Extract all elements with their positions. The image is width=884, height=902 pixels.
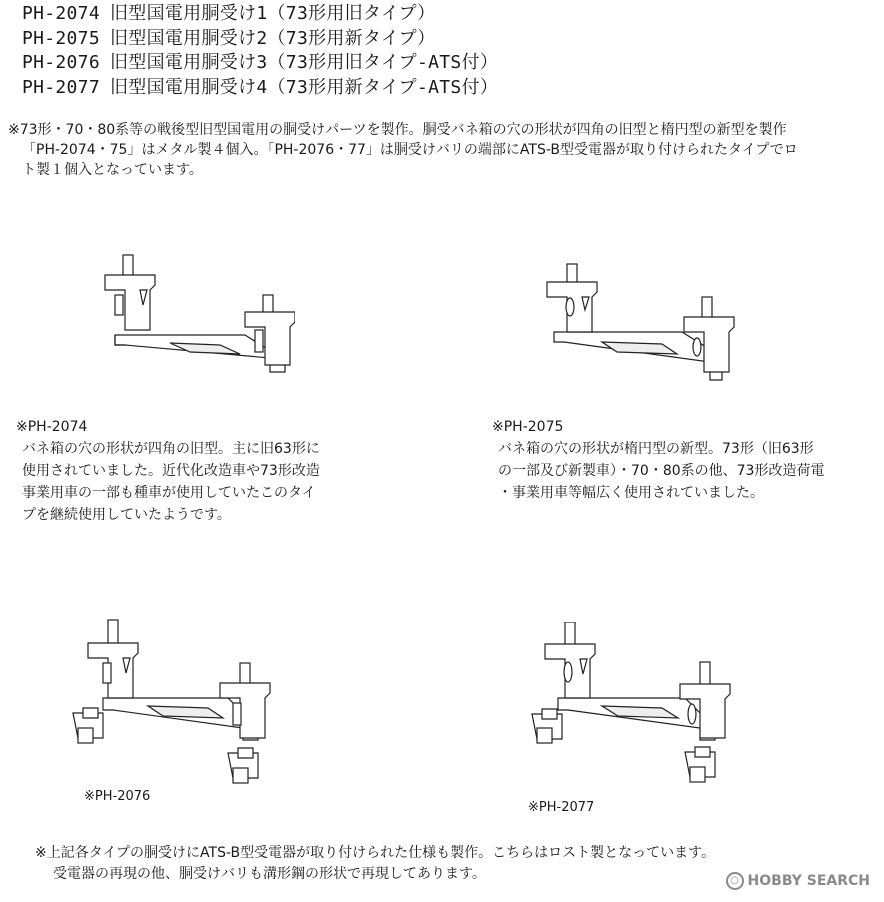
ph2075-drawing <box>542 262 742 397</box>
ph2075-label: ※PH-2075 <box>492 419 564 435</box>
ph2074-caption-line: プを継続使用していたようです。 <box>22 507 231 523</box>
footer-note-line: 受電器の再現の他、胴受けバリも溝形鋼の形状で再現してあります。 <box>53 866 486 882</box>
intro-paragraph <box>8 120 884 180</box>
ph2077-drawing <box>530 622 740 797</box>
ph2074-caption-line: 事業用車の一部も種車が使用していたこのタイ <box>22 485 316 501</box>
product-title: PH-2076 旧型国電用胴受け3（73形用旧タイプ-ATS付） <box>22 52 499 73</box>
ph2075-caption-line: バネ箱の穴の形状が楕円型の新型。73形（旧63形 <box>498 441 814 457</box>
intro-line: ト製１個入となっています。 <box>22 162 203 178</box>
intro-line: 「PH-2074・75」はメタル製４個入。「PH-2076・77」は胴受けバリの端部にATS-B型受電器が取り付けられたタイプでロ <box>22 142 798 158</box>
product-title-list <box>22 2 498 100</box>
product-title: PH-2077 旧型国電用胴受け4（73形用新タイプ-ATS付） <box>22 76 499 98</box>
ph2076-label: ※PH-2076 <box>84 789 151 804</box>
ph2075-caption-line: の一部及び新製車）・70・80系の他、73形改造荷電 <box>498 463 825 479</box>
intro-line: ※73形・70・80系等の戦後型旧型国電用の胴受けパーツを製作。胴受バネ箱の穴の形状が四角の旧型と楕円型の新型を製作 <box>8 122 787 138</box>
footer-note <box>35 843 715 885</box>
product-title: PH-2075 旧型国電用胴受け2（73形用新タイプ） <box>22 27 436 49</box>
logo-mark-icon: ○ <box>726 872 744 890</box>
ph2075-caption-line: ・事業用車等幅広く使用されていました。 <box>498 485 764 501</box>
ph2075-caption <box>492 416 825 504</box>
ph2074-caption-line: バネ箱の穴の形状が四角の旧型。主に旧63形に <box>22 441 320 457</box>
product-title: PH-2074 旧型国電用胴受け1（73形用旧タイプ） <box>22 3 436 24</box>
ph2074-label: ※PH-2074 <box>16 419 88 435</box>
footer-note-line: ※上記各タイプの胴受けにATS-B型受電器が取り付けられた仕様も製作。こちらはロスト製となっています。 <box>35 845 715 861</box>
ph2074-caption-line: 使用されていました。近代化改造車や73形改造 <box>22 463 320 479</box>
ph2074-caption <box>16 416 320 526</box>
ph2076-drawing <box>68 618 278 793</box>
watermark-text: HOBBY SEARCH <box>747 873 870 889</box>
ph2074-drawing <box>95 250 295 390</box>
ph2077-label: ※PH-2077 <box>528 800 595 815</box>
hobby-search-logo <box>726 872 870 890</box>
